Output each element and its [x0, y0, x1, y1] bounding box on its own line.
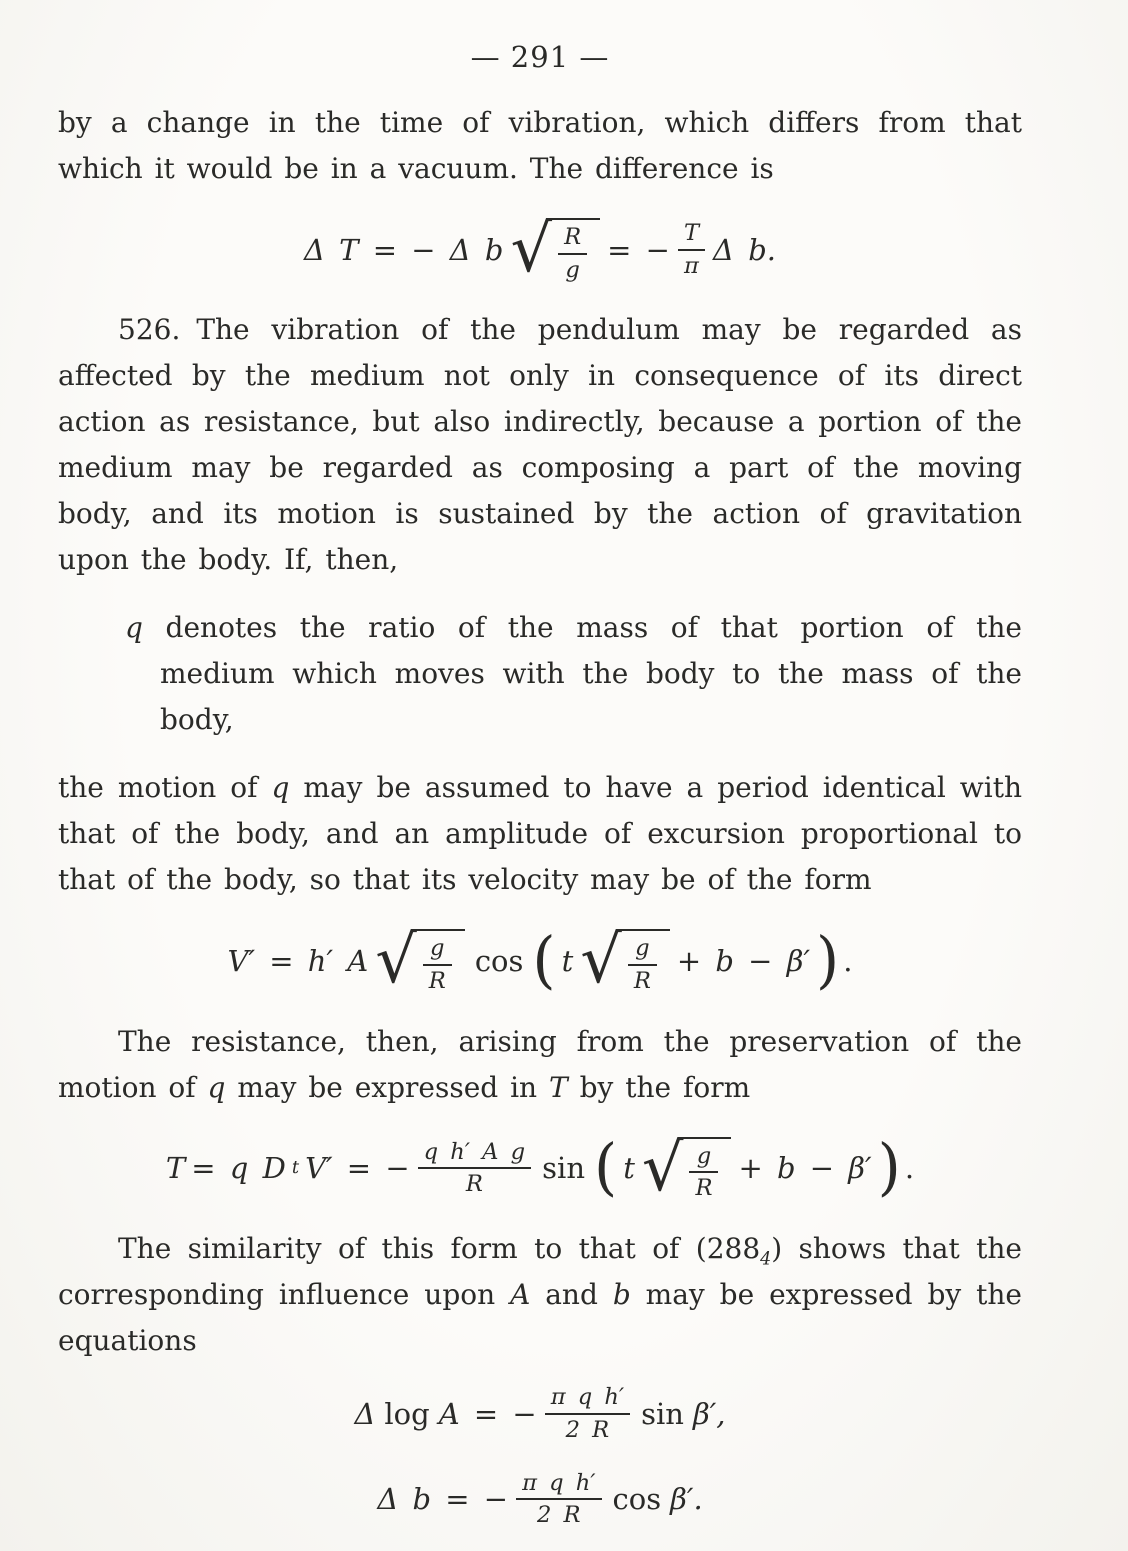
equation-delta-logA	[58, 1384, 1022, 1443]
fraction-denominator: R	[633, 968, 651, 995]
fraction-qhAg-over-R	[418, 1139, 532, 1198]
fraction-numerator: g	[423, 935, 452, 966]
paragraph-text: The similarity of this form to that of (288	[118, 1232, 761, 1266]
sine-function: sin	[542, 1151, 585, 1186]
eq-seg: = q D	[191, 1151, 286, 1186]
sqrt-radical	[375, 922, 465, 999]
equation-resistance: T = q D t V′ = − $\frac{\text{q h′ A g}}{R}$ sin ( t √ $\frac{g}{R}$ + b − β′ ) .	[165, 1129, 915, 1206]
paragraph-text: the motion of	[58, 771, 272, 805]
beta-prime: β′.	[670, 1482, 703, 1517]
eq-lhs: Δ T = − Δ b	[304, 232, 504, 267]
fraction-numerator: π q h′	[516, 1470, 601, 1501]
paragraph-text: by a change in the time of vibration, which differs from that which it would be in a vacuum. The difference is	[58, 106, 1022, 185]
variable-t: t	[561, 943, 574, 978]
fraction-denominator: R	[465, 1171, 483, 1198]
paragraph-text: The vibration of the pendulum may be regarded as affected by the medium not only in consequence of its direct action as resistance, but also indirectly, because a portion of the medium may be regarded as composing a part of the moving body, and its motion is sustained by the action of gravitation upon the body. If, then,	[58, 313, 1022, 577]
fraction-T-over-pi	[678, 220, 705, 279]
radical-sign: √	[375, 922, 417, 999]
paragraph-text: may be expressed by the equations	[58, 1278, 1022, 1358]
fraction-R-over-g	[558, 224, 587, 283]
paragraph-continuation	[58, 100, 1022, 192]
variable-A: A	[510, 1278, 531, 1312]
sine-function: sin	[641, 1396, 684, 1431]
paragraph-text: denotes the ratio of the mass of that portion of the medium which moves with the body to the mass of the body,	[142, 611, 1022, 737]
radical-sign: √	[510, 211, 553, 287]
paragraph-text: may be expressed in	[225, 1070, 549, 1104]
cosine-function: cos	[474, 943, 524, 978]
radical-sign: √	[580, 922, 622, 999]
equation-delta-T	[58, 211, 1022, 287]
sqrt-radical	[641, 1129, 732, 1206]
fraction-denominator: R	[428, 968, 446, 995]
variable-t: t	[623, 1151, 635, 1186]
fraction-denominator: π	[684, 252, 699, 279]
paragraph-resistance	[58, 1019, 1022, 1111]
fraction-g-over-R	[689, 1143, 718, 1202]
fraction-numerator: T	[678, 220, 705, 251]
fraction-g-over-R	[628, 935, 657, 994]
equation-delta-b	[58, 1470, 1022, 1529]
radical-sign: √	[641, 1129, 684, 1206]
fraction-numerator: g	[689, 1143, 718, 1174]
paragraph-text: may be assumed to have a period identical with that of the body, and an amplitude of excursion proportional to that of the body, so that its velocity may be of the form	[58, 771, 1022, 897]
fraction-numerator: g	[628, 935, 657, 966]
fraction-numerator: q h′ A g	[418, 1139, 532, 1170]
paragraph-text: The resistance, then, arising from the preservation of the motion of	[58, 1024, 1022, 1104]
paragraph-motion	[58, 765, 1022, 903]
eq-seg: A = −	[438, 1396, 537, 1431]
fraction-denominator: g	[565, 256, 580, 283]
paragraph-text: by the form	[567, 1070, 751, 1104]
fraction-g-over-R	[423, 935, 452, 994]
paragraph-similarity	[58, 1226, 1022, 1364]
eq-period: .	[843, 943, 853, 978]
paragraph-526	[58, 307, 1022, 583]
fraction-denominator: 2 R	[565, 1416, 610, 1443]
fraction-numerator: π q h′	[545, 1384, 630, 1415]
equation-velocity: V′ = h′ A √ $\frac{g}{R}$ cos ( t √ $\frac{g}{R}$ + b − β′ ) .	[227, 922, 853, 999]
eq-mid: = −	[607, 232, 670, 267]
eq-lhs: Δ b = −	[377, 1482, 509, 1517]
variable-b: b	[612, 1278, 631, 1312]
fraction-numerator: R	[558, 224, 587, 255]
eq-tail: + b − β′	[676, 943, 811, 978]
variable-q: q	[207, 1070, 226, 1104]
script-T-variable: T	[549, 1070, 568, 1104]
delta-symbol: Δ	[354, 1396, 376, 1431]
variable-q: q	[271, 771, 290, 805]
fraction-denominator: R	[695, 1175, 713, 1202]
eq-seg: V′ = −	[305, 1151, 410, 1186]
section-number: 526.	[118, 313, 181, 347]
sqrt-radical	[580, 922, 670, 999]
paragraph-text: and	[530, 1278, 613, 1312]
fraction-pqh-over-2R	[545, 1384, 630, 1443]
eq-period: .	[904, 1151, 915, 1186]
eq-rhs: Δ b.	[713, 232, 776, 267]
sqrt-radical	[510, 211, 601, 287]
eq-lhs: V′ = h′ A	[227, 943, 369, 978]
beta-prime: β′,	[692, 1396, 726, 1431]
paragraph-text: ) shows that the corresponding influence upon	[58, 1232, 1022, 1312]
fraction-denominator: 2 R	[536, 1502, 581, 1529]
page-number: — 291 —	[470, 40, 610, 74]
paragraph-q-definition	[125, 605, 1022, 743]
cosine-function: cos	[612, 1482, 662, 1517]
variable-q: q	[125, 611, 143, 645]
eq-tail: + b − β′	[738, 1151, 872, 1186]
script-T-variable: T	[165, 1151, 186, 1186]
fraction-pqh-over-2R	[516, 1470, 601, 1529]
subscript-4: 4	[760, 1249, 772, 1270]
log-function: log	[384, 1396, 430, 1431]
